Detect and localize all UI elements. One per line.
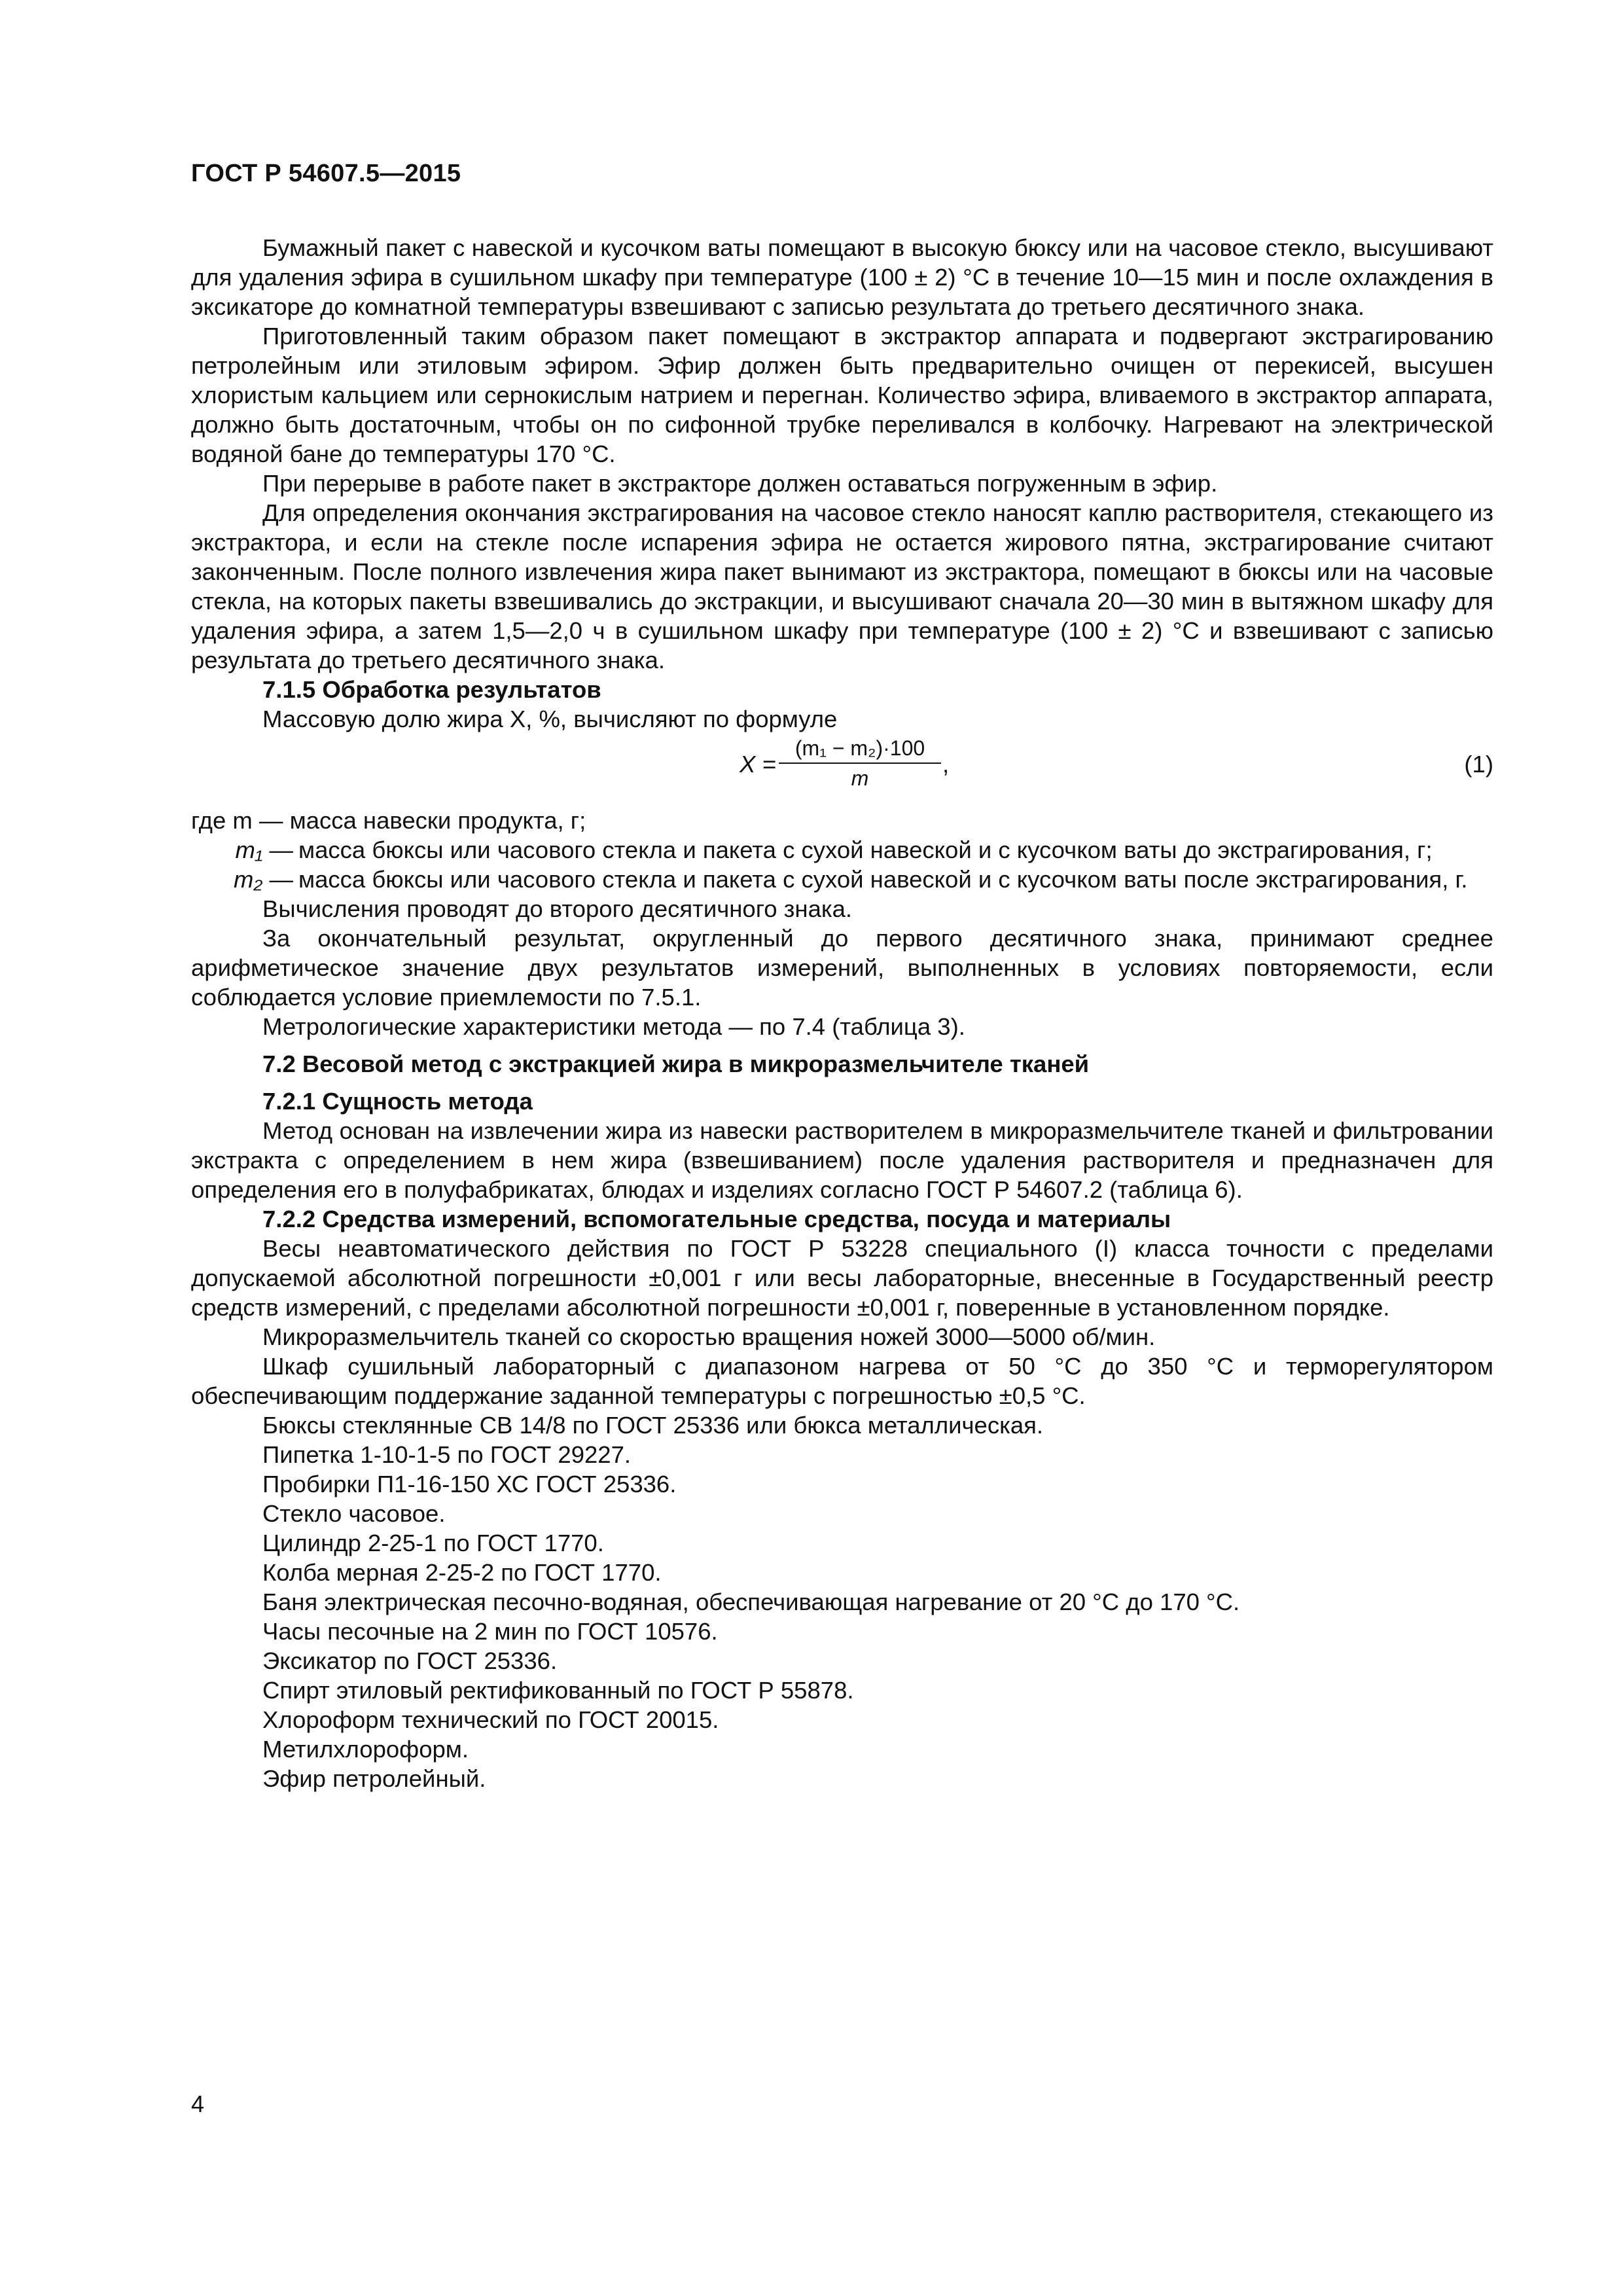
list-item: Пробирки П1-16-150 ХС ГОСТ 25336. bbox=[262, 1471, 677, 1498]
paragraph: Метрологические характеристики метода — по 7.4 (таблица 3). bbox=[262, 1013, 965, 1040]
formula-number: (1) bbox=[1464, 751, 1493, 778]
list-item: Метилхлороформ. bbox=[262, 1736, 469, 1763]
list-item: Часы песочные на 2 мин по ГОСТ 10576. bbox=[262, 1618, 718, 1645]
list-item: Бюксы стеклянные СВ 14/8 по ГОСТ 25336 или бюкса металлическая. bbox=[262, 1412, 1044, 1439]
document-header: ГОСТ Р 54607.5—2015 bbox=[191, 160, 461, 187]
definition-m1 bbox=[235, 835, 1493, 865]
page-number: 4 bbox=[191, 2090, 205, 2117]
section-heading-7-1-5: 7.1.5 Обработка результатов bbox=[262, 676, 601, 703]
formula-denominator: m bbox=[851, 766, 869, 790]
paragraph: Весы неавтоматического действия по ГОСТ Р 53228 специального (I) класса точности с пределами допускаемой абсолютной погрешности ±0,001 г или весы лабораторные, внесенные в Государственный реестр средств измерений, с пределами абсолютной погрешности ±0,001 г, поверенные в установленном порядке. bbox=[191, 1235, 1493, 1321]
list-item: Хлороформ технический по ГОСТ 20015. bbox=[262, 1706, 719, 1733]
list-item: Цилиндр 2-25-1 по ГОСТ 1770. bbox=[262, 1530, 604, 1556]
definition-symbol: m₁ — bbox=[235, 836, 293, 863]
definition-text: масса бюксы или часового стекла и пакета с сухой навеской и с кусочком ваты после экстрагирования, г. bbox=[298, 866, 1468, 893]
list-item: Эфир петролейный. bbox=[262, 1765, 486, 1792]
list-item: Колба мерная 2-25-2 по ГОСТ 1770. bbox=[262, 1559, 662, 1586]
paragraph: За окончательный результат, округленный до первого десятичного знака, принимают среднее арифметическое значение двух результатов измерений, выполненных в условиях повторяемости, если соблюдается условие приемлемости по 7.5.1. bbox=[191, 925, 1493, 1011]
formula-1 bbox=[191, 736, 1493, 806]
list-item: Стекло часовое. bbox=[262, 1500, 446, 1527]
section-heading-7-2-2: 7.2.2 Средства измерений, вспомогательные средства, посуда и материалы bbox=[262, 1206, 1171, 1232]
section-heading-7-2-1: 7.2.1 Сущность метода bbox=[262, 1088, 533, 1115]
paragraph: Массовую долю жира Х, %, вычисляют по формуле bbox=[262, 706, 838, 732]
paragraph: Метод основан на извлечении жира из навески растворителем в микроразмельчителе тканей и фильтровании экстракта с определением в нем жира (взвешиванием) после удаления растворителя и предназначен для определения его в полуфабрикатах, блюдах и изделиях согласно ГОСТ Р 54607.2 (таблица 6). bbox=[191, 1117, 1493, 1203]
paragraph: Вычисления проводят до второго десятичного знака. bbox=[262, 895, 853, 922]
list-item: Эксикатор по ГОСТ 25336. bbox=[262, 1647, 558, 1674]
paragraph: Микроразмельчитель тканей со скоростью вращения ножей 3000—5000 об/мин. bbox=[262, 1323, 1156, 1350]
list-item: Баня электрическая песочно-водяная, обеспечивающая нагревание от 20 °С до 170 °С. bbox=[262, 1588, 1240, 1615]
document-body bbox=[191, 233, 1493, 1793]
formula-numerator: (m₁ − m₂)·100 bbox=[779, 736, 941, 764]
formula-lhs: X = bbox=[740, 751, 776, 778]
paragraph: Для определения окончания экстрагирования на часовое стекло наносят каплю растворителя, стекающего из экстрактора, и если на стекле после испарения эфира не остается жирового пятна, экстрагирование считают законченным. После полного извлечения жира пакет вынимают из экстрактора, помещают в бюксы или на часовые стекла, на которых пакеты взвешивались до экстракции, и высушивают сначала 20—30 мин в вытяжном шкафу для удаления эфира, а затем 1,5—2,0 ч в сушильном шкафу при температуре (100 ± 2) °С и взвешивают с записью результата до третьего десятичного знака. bbox=[191, 499, 1493, 673]
paragraph: При перерыве в работе пакет в экстракторе должен оставаться погруженным в эфир. bbox=[262, 470, 1218, 497]
where-intro: где m — масса навески продукта, г; bbox=[191, 807, 586, 834]
section-heading-7-2: 7.2 Весовой метод с экстракцией жира в микроразмельчителе тканей bbox=[262, 1050, 1090, 1077]
list-item: Спирт этиловый ректификованный по ГОСТ Р 55878. bbox=[262, 1677, 854, 1704]
formula-fraction bbox=[779, 736, 941, 790]
list-item: Пипетка 1-10-1-5 по ГОСТ 29227. bbox=[262, 1441, 632, 1468]
definition-m2 bbox=[234, 865, 1493, 894]
paragraph: Шкаф сушильный лабораторный с диапазоном нагрева от 50 °С до 350 °С и терморегулятором обеспечивающим поддержание заданной температуры с погрешностью ±0,5 °С. bbox=[191, 1353, 1493, 1409]
paragraph: Приготовленный таким образом пакет помещают в экстрактор аппарата и подвергают экстрагированию петролейным или этиловым эфиром. Эфир должен быть предварительно очищен от перекисей, высушен хлористым кальцием или сернокислым натрием и перегнан. Количество эфира, вливаемого в экстрактор аппарата, должно быть достаточным, чтобы он по сифонной трубке переливался в колбочку. Нагревают на электрической водяной бане до температуры 170 °С. bbox=[191, 323, 1493, 467]
formula-comma: , bbox=[942, 751, 950, 778]
definition-text: масса бюксы или часового стекла и пакета с сухой навеской и с кусочком ваты до экстрагирования, г; bbox=[298, 836, 1433, 863]
definition-symbol: m₂ — bbox=[234, 866, 293, 893]
paragraph: Бумажный пакет с навеской и кусочком ваты помещают в высокую бюксу или на часовое стекло, высушивают для удаления эфира в сушильном шкафу при температуре (100 ± 2) °С в течение 10—15 мин и после охлаждения в эксикаторе до комнатной температуры взвешивают с записью результата до третьего десятичного знака. bbox=[191, 234, 1493, 320]
